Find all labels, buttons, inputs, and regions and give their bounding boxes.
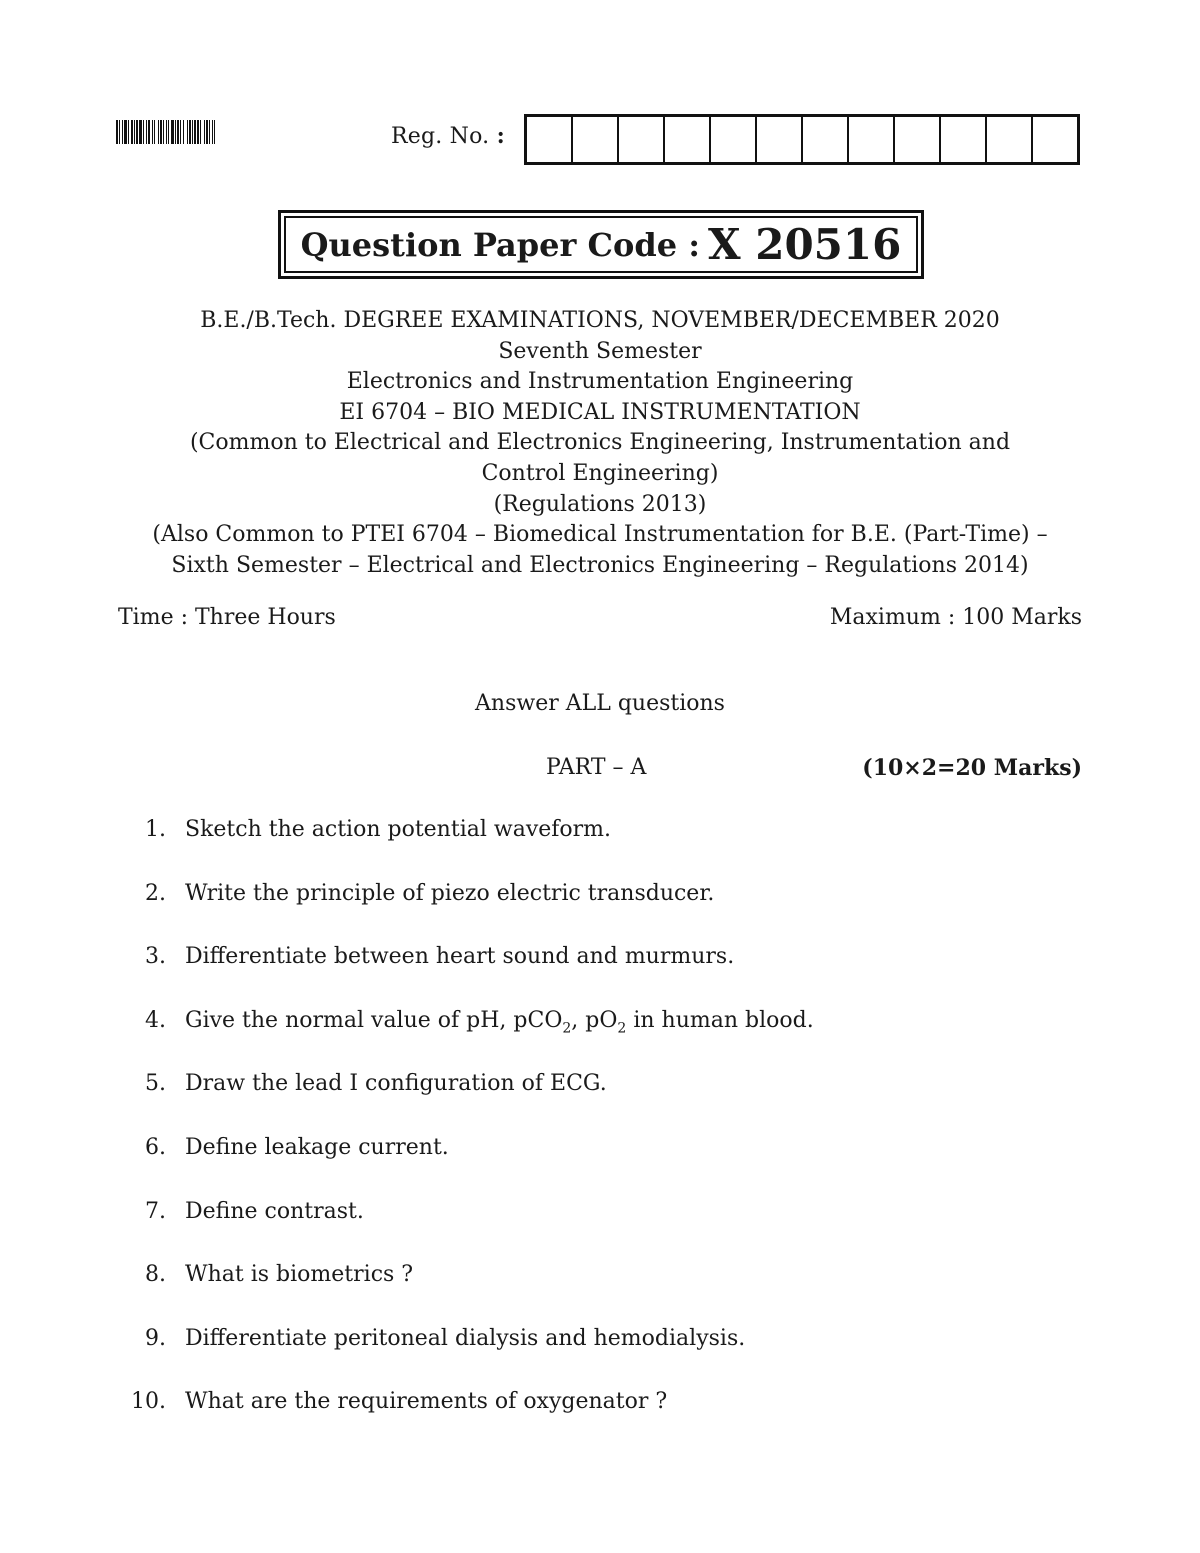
question-paper-code-box [278, 210, 924, 279]
reg-no-box[interactable] [527, 117, 573, 162]
question-item [118, 1326, 1082, 1390]
semester: Seventh Semester [498, 338, 702, 364]
question-text-part: , pO [571, 1007, 618, 1033]
exam-title: B.E./B.Tech. DEGREE EXAMINATIONS, NOVEMBER/DECEMBER 2020 [200, 308, 1000, 333]
question-text [185, 1008, 814, 1036]
common-to-line-1: (Common to Electrical and Electronics Engineering, Instrumentation and [189, 430, 1011, 456]
question-number: 2. [145, 880, 166, 906]
question-number: 6. [145, 1134, 166, 1160]
question-text: Define leakage current. [185, 1134, 449, 1160]
question-text: Differentiate between heart sound and murmurs. [185, 944, 735, 970]
question-text: What are the requirements of oxygenator ? [185, 1389, 668, 1415]
reg-no-label-text: Reg. No. [391, 124, 490, 149]
question-list [118, 817, 1082, 1453]
question-item [118, 1199, 1082, 1263]
question-text-part: in human blood. [626, 1007, 814, 1033]
question-item [118, 1135, 1082, 1199]
question-text: What is biometrics ? [185, 1262, 414, 1288]
question-number: 7. [145, 1198, 166, 1224]
question-paper-code-value: X 20516 [708, 220, 902, 269]
question-number: 10. [131, 1389, 166, 1415]
reg-no-box[interactable] [1033, 117, 1077, 162]
reg-no-box[interactable] [849, 117, 895, 162]
subscript: 2 [562, 1020, 572, 1037]
common-to-line-2: Control Engineering) [481, 460, 719, 486]
question-number: 3. [145, 944, 166, 970]
question-text: Differentiate peritoneal dialysis and hemodialysis. [185, 1325, 746, 1351]
reg-no-box[interactable] [665, 117, 711, 162]
reg-no-box[interactable] [803, 117, 849, 162]
question-item [118, 1071, 1082, 1135]
reg-no-box[interactable] [573, 117, 619, 162]
reg-no-label [391, 123, 505, 149]
also-common-line-1: (Also Common to PTEI 6704 – Biomedical Instrumentation for B.E. (Part-Time) – [152, 522, 1048, 548]
subscript: 2 [617, 1020, 627, 1037]
reg-no-colon: : [496, 123, 505, 149]
barcode [116, 120, 294, 144]
reg-no-box[interactable] [895, 117, 941, 162]
course-title: EI 6704 – BIO MEDICAL INSTRUMENTATION [339, 399, 861, 425]
question-paper-code [284, 216, 918, 273]
question-item [118, 1008, 1082, 1072]
also-common-line-2: Sixth Semester – Electrical and Electronics Engineering – Regulations 2014) [171, 552, 1029, 578]
department: Electronics and Instrumentation Engineering [346, 369, 854, 395]
question-item [118, 881, 1082, 945]
question-text: Write the principle of piezo electric transducer. [185, 880, 715, 906]
reg-no-boxes[interactable] [524, 114, 1080, 165]
question-item [118, 1389, 1082, 1453]
part-title: PART – A [546, 755, 647, 780]
question-number: 5. [145, 1071, 166, 1097]
part-marks: (10×2=20 Marks) [862, 755, 1082, 781]
question-number: 4. [145, 1007, 166, 1033]
reg-no-box[interactable] [987, 117, 1033, 162]
question-number: 1. [145, 817, 166, 842]
question-text: Sketch the action potential waveform. [185, 817, 612, 842]
question-text: Draw the lead I configuration of ECG. [185, 1071, 607, 1097]
reg-no-box[interactable] [711, 117, 757, 162]
instruction: Answer ALL questions [475, 691, 725, 716]
exam-header [100, 306, 1100, 581]
question-item [118, 944, 1082, 1008]
question-number: 9. [145, 1325, 166, 1351]
max-marks: Maximum : 100 Marks [829, 605, 1082, 630]
question-item [118, 817, 1082, 881]
question-paper-code-label: Question Paper Code : [300, 225, 701, 264]
reg-no-box[interactable] [757, 117, 803, 162]
reg-no-box[interactable] [941, 117, 987, 162]
regulations: (Regulations 2013) [493, 491, 707, 517]
question-text: Define contrast. [185, 1198, 364, 1224]
question-item [118, 1262, 1082, 1326]
exam-time: Time : Three Hours [118, 605, 336, 630]
reg-no-box[interactable] [619, 117, 665, 162]
question-number: 8. [145, 1262, 166, 1288]
question-text-part: Give the normal value of pH, pCO [185, 1007, 563, 1033]
